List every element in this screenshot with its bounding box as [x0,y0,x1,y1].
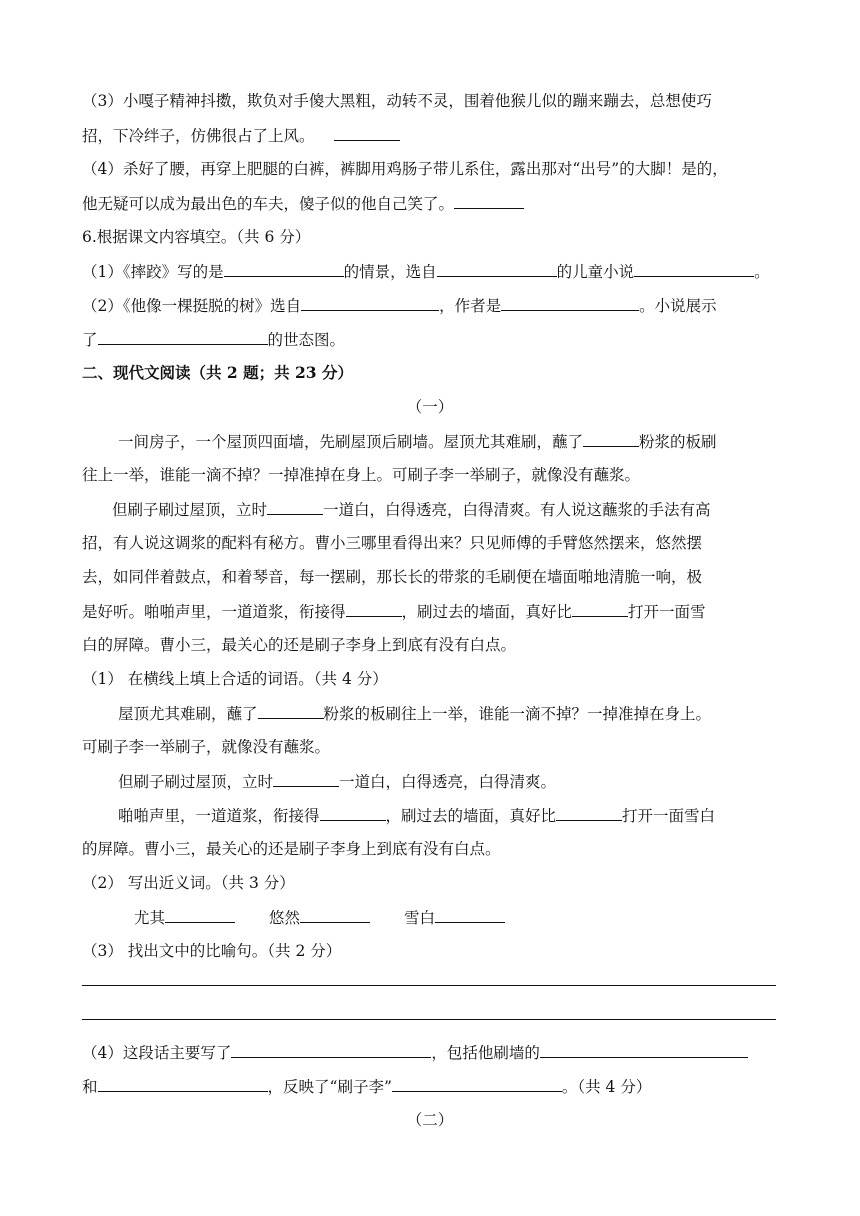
answer-blank[interactable] [267,498,323,515]
answer-blank[interactable] [583,430,639,447]
answer-blank[interactable] [300,906,370,923]
answer-blank[interactable] [634,260,754,277]
section-2-title: 二、现代文阅读（共 2 题；共 23 分） [82,363,353,382]
answer-blank[interactable] [392,1075,562,1092]
answer-blank[interactable] [273,770,339,787]
answer-blank[interactable] [346,600,402,617]
answer-blank[interactable] [98,328,268,345]
q6-1-line: （1）《摔跤》写的是 的情景，选自 的儿童小说 。 [82,260,782,283]
sub1-title: （1） 在横线上填上合适的词语。（共 4 分） [82,670,388,688]
answer-blank[interactable] [98,1075,268,1092]
answer-blank[interactable] [435,906,505,923]
passage-para1-line1: 一间房子，一个屋顶四面墙，先刷屋顶后刷墙。屋顶尤其难刷，蘸了 粉浆的板刷 [118,430,818,453]
q6-2-line2: 了 的世态图。 [82,328,782,351]
answer-blank[interactable] [437,260,557,277]
answer-blank[interactable] [224,260,344,277]
answer-blank[interactable] [572,600,628,617]
passage-para2-line3: 去，如同伴着鼓点，和着琴音，每一摆刷，那长长的带浆的毛刷便在墙面啪地清脆一响，极 [82,568,703,586]
sub4-line2: 和 ，反映了“刷子李” 。（共 4 分） [82,1075,782,1098]
q6-title: 6.根据课文内容填空。（共 6 分） [82,228,311,246]
sub1-line1: 屋顶尤其难刷，蘸了 粉浆的板刷往上一举，谁能一滴不掉？一掉准掉在身上。 [118,702,818,725]
answer-blank[interactable] [501,294,639,311]
synonym-row: 尤其 悠然 雪白 [134,906,834,929]
answer-blank[interactable] [231,1041,431,1058]
sub1-line2: 可刷子李一举刷子，就像没有蘸浆。 [82,738,331,756]
answer-blank[interactable] [556,804,622,821]
answer-blank[interactable] [301,294,439,311]
answer-blank[interactable] [334,124,400,141]
passage-para2-line5: 白的屏障。曹小三，最关心的还是刷子李身上到底有没有白点。 [82,636,517,654]
sub1-line3: 但刷子刷过屋顶，立时 一道白，白得透亮，白得清爽。 [118,770,818,793]
part-2-heading: （二） [406,1111,454,1129]
sub2-title: （2） 写出近义词。（共 3 分） [82,874,295,892]
answer-blank[interactable] [320,804,386,821]
answer-blank[interactable] [454,192,524,209]
passage-para2-line4: 是好听。啪啪声里，一道道浆，衔接得 ，刷过去的墙面，真好比 打开一面雪 [82,600,782,623]
sub1-line5: 的屏障。曹小三，最关心的还是刷子李身上到底有没有白点。 [82,840,501,858]
answer-blank[interactable] [165,906,235,923]
sub4-line1: （4）这段话主要写了 ，包括他刷墙的 [82,1041,782,1064]
answer-blank[interactable] [540,1041,748,1058]
passage-para1-line2: 往上一举，谁能一滴不掉？一掉准掉在身上。可刷子李一举刷子，就像没有蘸浆。 [82,466,641,484]
q6-2-line1: （2）《他像一棵挺脱的树》选自 ，作者是 。小说展示 [82,294,782,317]
sub1-line4: 啪啪声里，一道道浆，衔接得 ，刷过去的墙面，真好比 打开一面雪白 [118,804,818,827]
answer-blank[interactable] [258,702,324,719]
q5-4-line1: （4）杀好了腰，再穿上肥腿的白裤，裤脚用鸡肠子带儿系住，露出那对“出号”的大脚！是的， [82,160,728,178]
q5-4-line2: 他无疑可以成为最出色的车夫，傻子似的他自己笑了。 [82,192,782,215]
answer-line[interactable] [82,1019,776,1020]
q5-3-line2: 招，下冷绊子，仿佛很占了上风。 [82,124,782,147]
answer-line[interactable] [82,985,776,986]
passage-para2-line1: 但刷子刷过屋顶，立时 一道白，白得透亮，白得清爽。有人说这蘸浆的手法有高 [112,498,812,521]
sub3-title: （3） 找出文中的比喻句。（共 2 分） [82,942,342,960]
q5-3-line1: （3）小嘎子精神抖擞，欺负对手傻大黑粗，动转不灵，围着他猴儿似的蹦来蹦去，总想使巧 [82,92,712,110]
part-1-heading: （一） [406,398,454,416]
passage-para2-line2: 招，有人说这调浆的配料有秘方。曹小三哪里看得出来？只见师傅的手臂悠然摆来，悠然摆 [82,534,703,552]
